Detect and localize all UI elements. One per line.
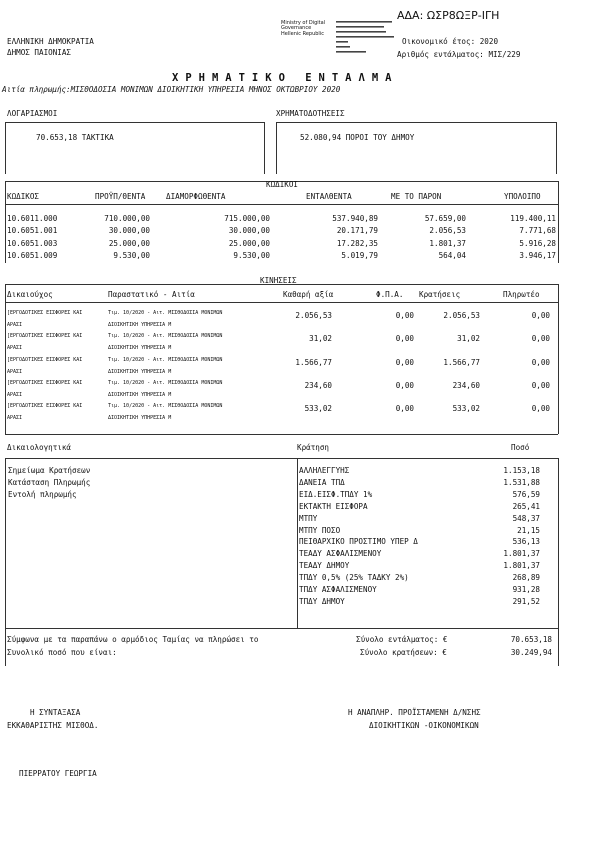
retention-amount: 576,59 (512, 489, 540, 499)
funding-value: 52.080,94 ΠΟΡΟΙ ΤΟΥ ΔΗΜΟΥ (300, 133, 415, 142)
code-cell: 10.6011.000 (7, 214, 58, 223)
codes-section-title: ΚΩΔΙΚΟΙ (266, 180, 299, 189)
beneficiary-line2: ΑΡΑΣΙ (7, 345, 23, 352)
supporting-doc-item: Εντολή πληρωμής (8, 490, 77, 499)
accounts-label: ΛΟΓΑΡΙΑΣΜΟΙ (7, 109, 58, 118)
mov-header-beneficiary: Δικαιούχος (7, 290, 53, 299)
org-line2: ΔΗΜΟΣ ΠΑΙΟΝΙΑΣ (7, 48, 72, 57)
document-line2: ΔΙΟΙΚΗΤΙΚΗ ΥΠΗΡΕΣΙΑ Μ (108, 391, 172, 398)
footer-total-text: Συνολικό ποσό που είναι: (7, 648, 117, 657)
net-value-cell: 2.056,53 (295, 311, 332, 320)
document-line1: Τιμ. 10/2020 - Αιτ. ΜΙΣΘΟΔΟΣΙΑ ΜΟΝΙΜΩΝ (108, 310, 223, 316)
retention-name: ΤΕΑΔΥ ΑΣΦΑΛΙΣΜΕΝΟΥ (299, 549, 382, 559)
amount-header: Ποσό (511, 443, 530, 452)
document-title: ΧΡΗΜΑΤΙΚΟ ΕΝΤΑΛΜΑ (172, 72, 399, 84)
retentions-total-label: Σύνολο κρατήσεων: € (360, 648, 447, 657)
signatory-name: ΠΙΕΡΡΑΤΟΥ ΓΕΩΡΓΙΑ (19, 769, 97, 778)
signature-line: Governance (281, 25, 312, 32)
mov-header-vat: Φ.Π.Α. (376, 290, 404, 299)
beneficiary-line1: [ΕΡΓΟΔΟΤΙΚΕΣ ΕΙΣΦΟΡΕΣ ΚΑΙ (7, 310, 83, 316)
order-number-value: ΜΙΣ/229 (488, 50, 521, 59)
ada-stamp: ΑΔΑ: ΩΣΡ8ΩΞΡ-ΙΓΗ (397, 9, 500, 22)
mov-header-payable: Πληρωτέο (503, 290, 540, 299)
payment-reason (2, 85, 340, 94)
retention-cell: 1.566,77 (443, 357, 480, 367)
formed-cell: 715.000,00 (224, 214, 270, 223)
signature-line: Ministry of Digital (281, 20, 326, 26)
digital-signature-block (281, 21, 325, 37)
budget-cell: 9.530,00 (113, 250, 150, 260)
vat-cell: 0,00 (395, 404, 414, 414)
retention-name: ΠΕΙΘΑΡΧΙΚΟ ΠΡΟΣΤΙΜΟ ΥΠΕΡ Δ (299, 537, 418, 547)
codes-header-issued: ΕΝΤΑΛΘΕΝΤΑ (306, 192, 352, 201)
signature-left-title: Η ΣΥΝΤΑΞΑΣΑ (30, 708, 81, 717)
retention-cell: 533,02 (452, 404, 480, 414)
codes-header-budget: ΠΡΟΫΠ/ΘΕΝΤΑ (95, 192, 146, 201)
current-cell: 1.801,37 (429, 238, 466, 248)
signature-right-role: ΔΙΟΙΚΗΤΙΚΩΝ -ΟΙΚΟΝΟΜΙΚΩΝ (369, 721, 479, 730)
order-total-label: Σύνολο εντάλματος: € (356, 635, 448, 644)
mov-header-document: Παραστατικό - Αιτία (108, 290, 195, 299)
retention-amount: 931,28 (512, 585, 540, 594)
footer-instruction: Σύμφωνα με τα παραπάνω ο αρμόδιος Ταμίας να πληρώσει το (7, 635, 259, 644)
fiscal-year (402, 37, 498, 46)
document-line2: ΔΙΟΙΚΗΤΙΚΗ ΥΠΗΡΕΣΙΑ Μ (108, 345, 172, 352)
current-cell: 2.056,53 (429, 226, 466, 236)
org-line1: ΕΛΛΗΝΙΚΗ ΔΗΜΟΚΡΑΤΙΑ (7, 37, 94, 46)
order-number (397, 50, 520, 59)
document-line2: ΔΙΟΙΚΗΤΙΚΗ ΥΠΗΡΕΣΙΑ Μ (108, 322, 172, 328)
retention-amount: 548,37 (512, 513, 540, 523)
retentions-total-value: 30.249,94 (510, 648, 552, 657)
retention-name: ΤΠΔΥ 0,5% (25% ΤΑΔΚΥ 2%) (299, 573, 409, 583)
code-cell: 10.6051.003 (7, 238, 58, 248)
codes-header-current: ΜΕ ΤΟ ΠΑΡΟΝ (391, 192, 442, 201)
balance-cell: 3.946,17 (519, 250, 556, 260)
beneficiary-line1: [ΕΡΓΟΔΟΤΙΚΕΣ ΕΙΣΦΟΡΕΣ ΚΑΙ (7, 333, 83, 340)
movements-section-title: ΚΙΝΗΣΕΙΣ (260, 276, 297, 285)
signature-line: Hellenic Republic (281, 30, 324, 37)
beneficiary-line1: [ΕΡΓΟΔΟΤΙΚΕΣ ΕΙΣΦΟΡΕΣ ΚΑΙ (7, 403, 83, 410)
document-line2: ΔΙΟΙΚΗΤΙΚΗ ΥΠΗΡΕΣΙΑ Μ (108, 415, 172, 422)
formed-cell: 9.530,00 (233, 250, 270, 260)
signature-left-role: ΕΚΚΑΘΑΡΙΣΤΗΣ ΜΙΣΘΟΔ. (7, 721, 99, 730)
current-cell: 57.659,00 (424, 214, 466, 223)
vat-cell: 0,00 (395, 334, 414, 344)
accounts-value: 70.653,18 ΤΑΚΤΙΚΑ (36, 133, 114, 142)
payable-cell: 0,00 (531, 311, 550, 320)
beneficiary-line2: ΑΡΑΣΙ (7, 415, 23, 422)
payable-cell: 0,00 (531, 334, 550, 344)
docs-header: Δικαιολογητικά (7, 443, 72, 452)
codes-header-balance: ΥΠΟΛΟΙΠΟ (504, 192, 541, 201)
beneficiary-line2: ΑΡΑΣΙ (7, 322, 23, 328)
retention-amount: 1.801,37 (503, 549, 540, 559)
mov-header-retentions: Κρατήσεις (419, 290, 461, 299)
retention-name: ΕΙΔ.ΕΙΣΦ.ΤΠΔΥ 1% (299, 489, 373, 499)
retention-name: ΤΠΔΥ ΔΗΜΟΥ (299, 596, 345, 606)
net-value-cell: 1.566,77 (295, 357, 332, 367)
retention-amount: 1.153,18 (503, 466, 540, 475)
issued-cell: 20.171,79 (336, 226, 378, 236)
document-line1: Τιμ. 10/2020 - Αιτ. ΜΙΣΘΟΔΟΣΙΑ ΜΟΝΙΜΩΝ (108, 379, 223, 386)
vat-cell: 0,00 (395, 357, 414, 367)
retention-name: ΜΤΠΥ ΠΟΣΟ (299, 525, 341, 535)
retention-cell: 31,02 (457, 334, 480, 344)
beneficiary-line1: [ΕΡΓΟΔΟΤΙΚΕΣ ΕΙΣΦΟΡΕΣ ΚΑΙ (7, 379, 83, 386)
vat-cell: 0,00 (395, 311, 414, 320)
retention-amount: 21,15 (517, 525, 540, 535)
formed-cell: 30.000,00 (228, 226, 270, 236)
retention-amount: 1.801,37 (503, 561, 540, 571)
beneficiary-line2: ΑΡΑΣΙ (7, 391, 23, 398)
budget-cell: 25.000,00 (108, 238, 150, 248)
retention-name: ΤΕΑΔΥ ΔΗΜΟΥ (299, 561, 350, 571)
beneficiary-line2: ΑΡΑΣΙ (7, 368, 23, 375)
formed-cell: 25.000,00 (228, 238, 270, 248)
document-line1: Τιμ. 10/2020 - Αιτ. ΜΙΣΘΟΔΟΣΙΑ ΜΟΝΙΜΩΝ (108, 333, 223, 340)
retention-name: ΕΚΤΑΚΤΗ ΕΙΣΦΟΡΑ (299, 501, 368, 511)
issued-cell: 5.019,79 (341, 250, 378, 260)
current-cell: 564,04 (438, 250, 466, 260)
signature-right-title: Η ΑΝΑΠΛΗΡ. ΠΡΟΪΣΤΑΜΕΝΗ Δ/ΝΣΗΣ (348, 708, 481, 717)
net-value-cell: 533,02 (304, 404, 332, 414)
beneficiary-line1: [ΕΡΓΟΔΟΤΙΚΕΣ ΕΙΣΦΟΡΕΣ ΚΑΙ (7, 356, 83, 363)
fiscal-year-label: Οικονομικό έτος: (402, 37, 476, 46)
order-number-label: Αριθμός εντάλματος: (397, 50, 484, 59)
retention-amount: 265,41 (512, 501, 540, 511)
retention-name: ΤΠΔΥ ΑΣΦΑΛΙΣΜΕΝΟΥ (299, 585, 377, 594)
order-total-value: 70.653,18 (510, 635, 552, 644)
budget-cell: 710.000,00 (104, 214, 150, 223)
supporting-doc-item: Σημείωμα Κρατήσεων (8, 466, 91, 475)
supporting-doc-item: Κατάσταση Πληρωμής (8, 478, 91, 487)
retention-amount: 536,13 (512, 537, 540, 547)
payable-cell: 0,00 (531, 380, 550, 390)
code-cell: 10.6051.001 (7, 226, 58, 236)
net-value-cell: 234,60 (304, 380, 332, 390)
retention-name: ΜΤΠΥ (299, 513, 318, 523)
retention-amount: 291,52 (512, 596, 540, 606)
mov-header-net: Καθαρή αξία (283, 290, 334, 299)
payment-reason-label: Αιτία πληρωμής: (2, 85, 71, 94)
funding-label: ΧΡΗΜΑΤΟΔΟΤΗΣΕΙΣ (276, 109, 345, 118)
budget-cell: 30.000,00 (108, 226, 150, 236)
issued-cell: 537.940,89 (332, 214, 378, 223)
codes-header-formed: ΔΙΑΜΟΡΦΩΘΕΝΤΑ (166, 192, 226, 201)
payable-cell: 0,00 (531, 404, 550, 414)
codes-header-code: ΚΩΔΙΚΟΣ (7, 192, 40, 201)
retention-header: Κράτηση (297, 443, 330, 452)
payment-reason-value: ΜΙΣΘΟΔΟΣΙΑ ΜΟΝΙΜΩΝ ΔΙΟΙΚΗΤΙΚΗ ΥΠΗΡΕΣΙΑ ΜΗΝΟΣ ΟΚΤΩΒΡΙΟΥ 2020 (70, 85, 341, 94)
retention-amount: 268,89 (512, 573, 540, 583)
balance-cell: 119.400,11 (510, 214, 556, 223)
issued-cell: 17.282,35 (336, 238, 378, 248)
payable-cell: 0,00 (531, 357, 550, 367)
balance-cell: 5.916,28 (519, 238, 556, 248)
retention-cell: 2.056,53 (443, 311, 480, 320)
document-line1: Τιμ. 10/2020 - Αιτ. ΜΙΣΘΟΔΟΣΙΑ ΜΟΝΙΜΩΝ (108, 403, 223, 410)
code-cell: 10.6051.009 (7, 250, 58, 260)
vat-cell: 0,00 (395, 380, 414, 390)
retention-name: ΑΛΛΗΛΕΓΓΥΗΣ (299, 466, 350, 475)
document-line2: ΔΙΟΙΚΗΤΙΚΗ ΥΠΗΡΕΣΙΑ Μ (108, 368, 172, 375)
balance-cell: 7.771,68 (519, 226, 556, 236)
document-line1: Τιμ. 10/2020 - Αιτ. ΜΙΣΘΟΔΟΣΙΑ ΜΟΝΙΜΩΝ (108, 356, 223, 363)
signature-stamp-graphic (336, 20, 406, 56)
net-value-cell: 31,02 (309, 334, 332, 344)
retention-name: ΔΑΝΕΙΑ ΤΠΔ (299, 477, 345, 487)
retention-cell: 234,60 (452, 380, 480, 390)
retention-amount: 1.531,88 (503, 477, 540, 487)
fiscal-year-value: 2020 (479, 37, 499, 46)
